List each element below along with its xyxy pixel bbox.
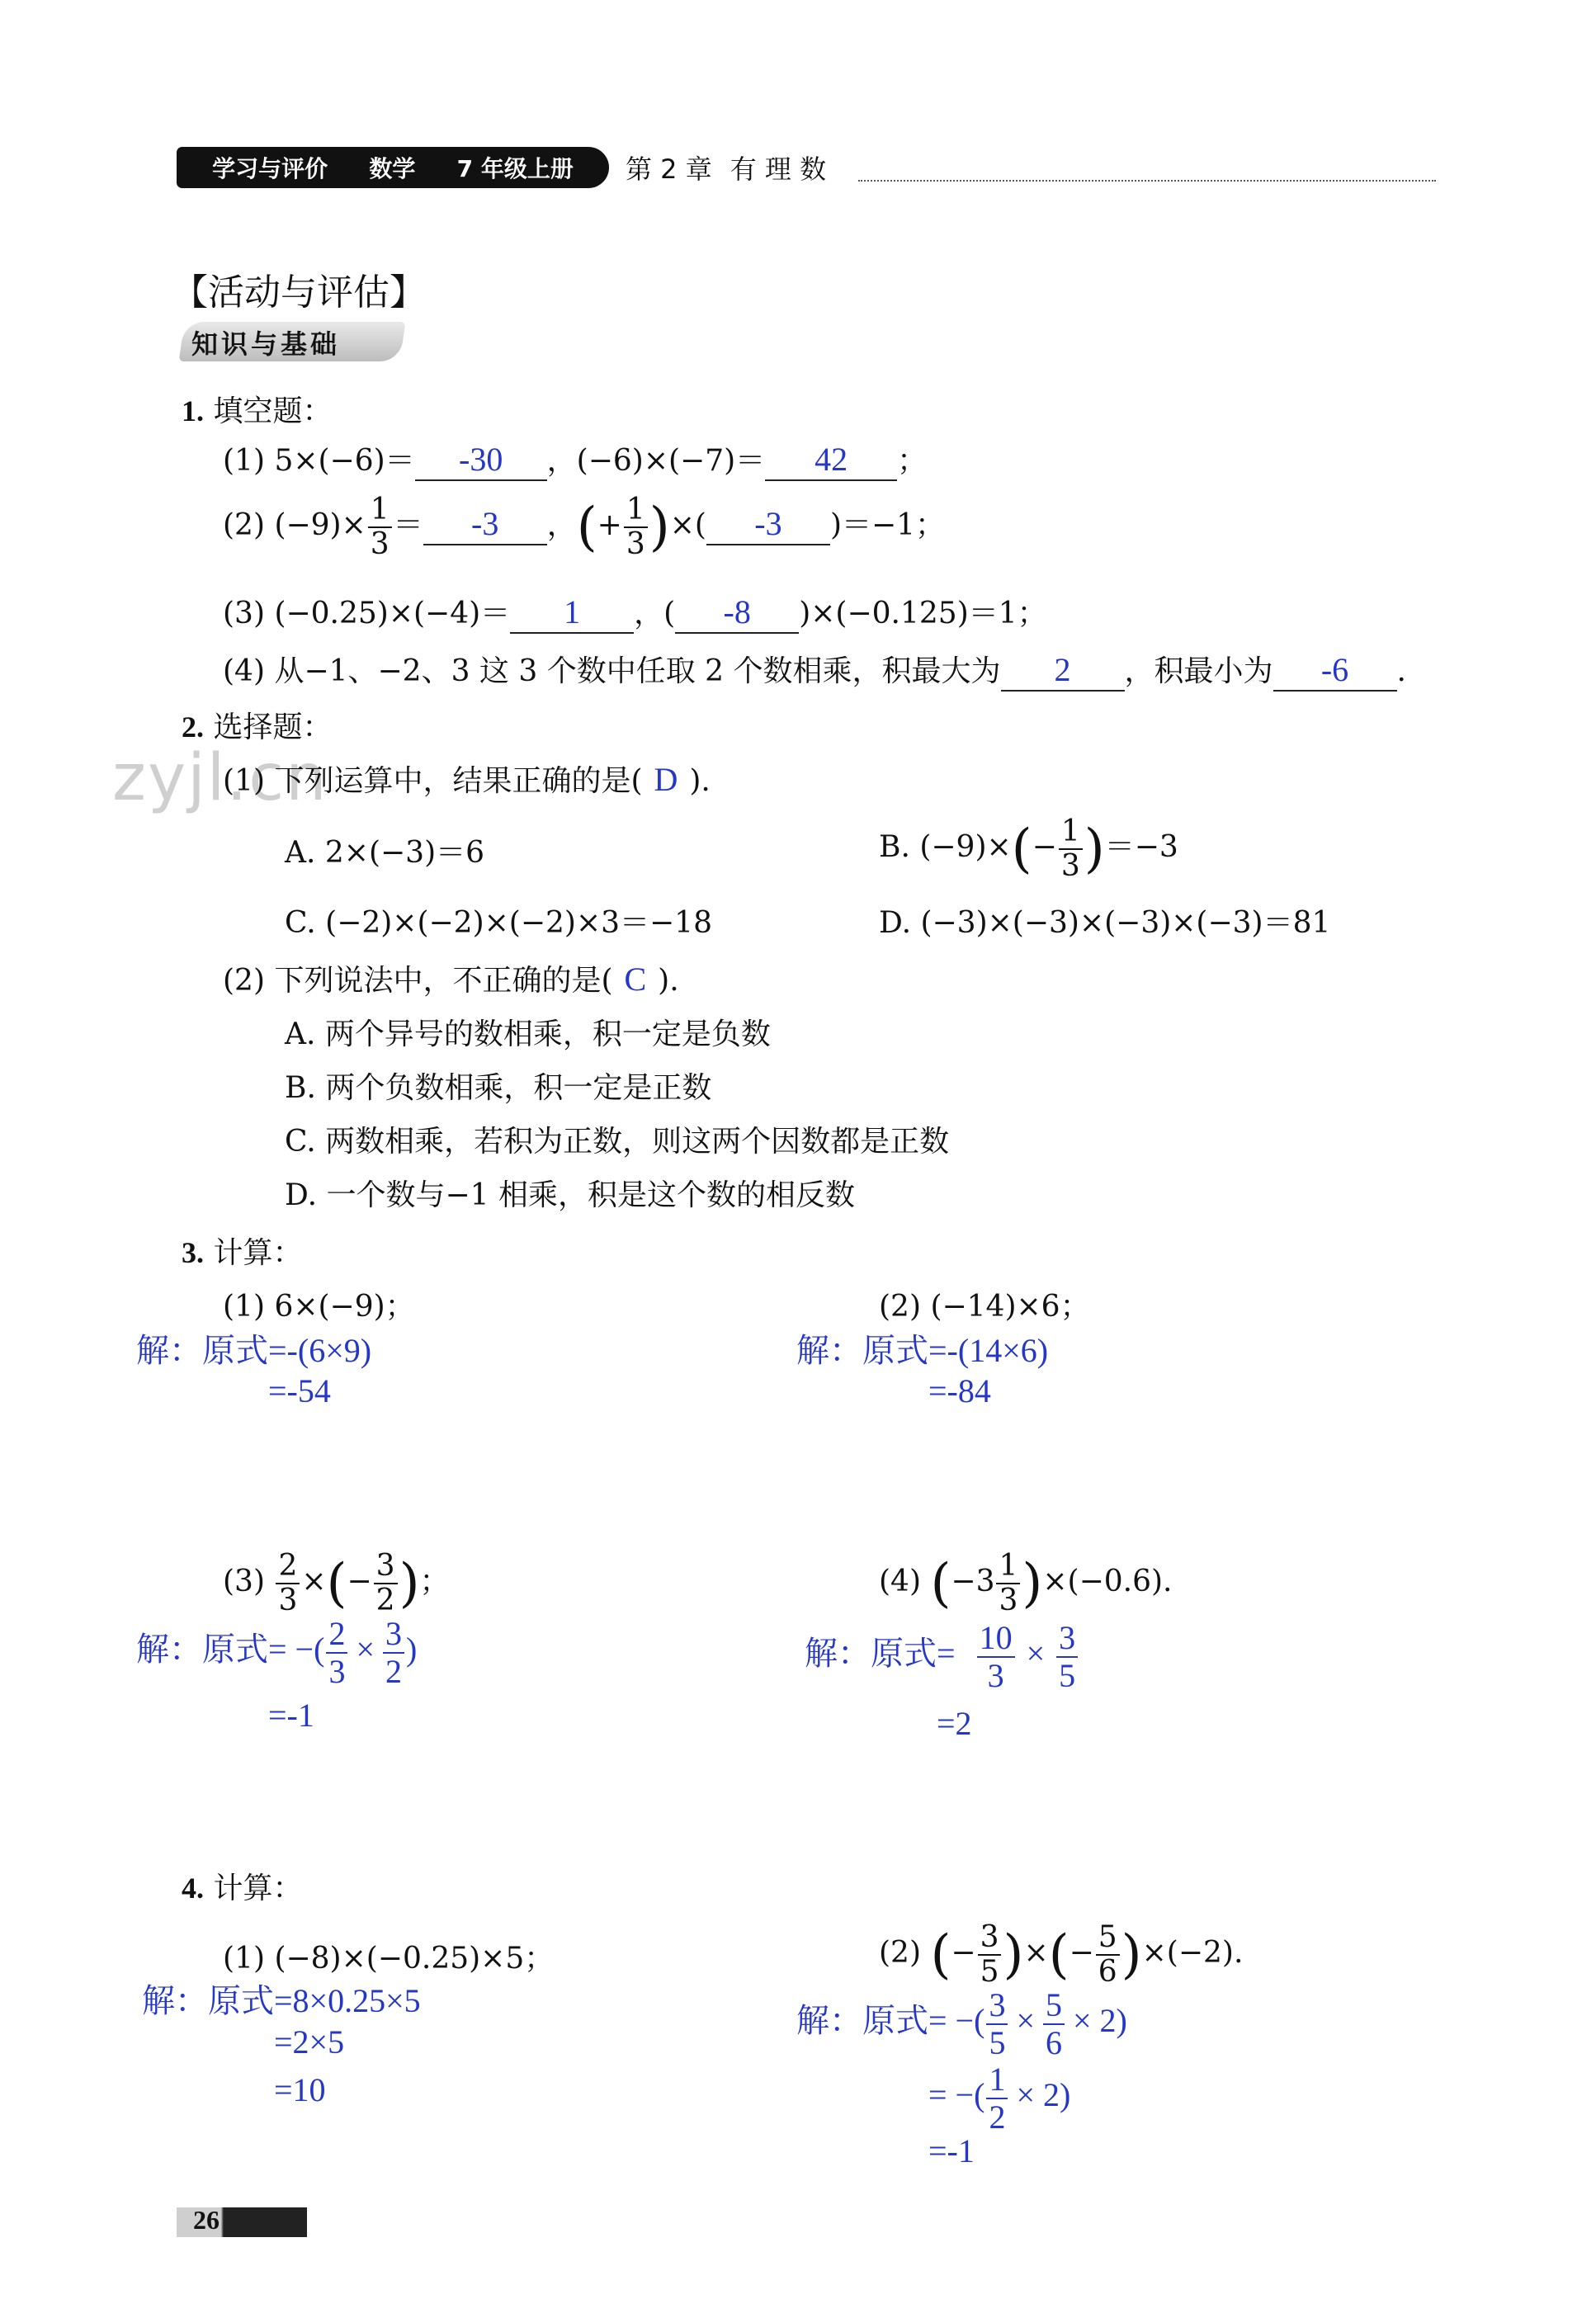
q1-p4-lead: (4) 从−1、−2、3 这 3 个数中任取 2 个数相乘，积最大为 bbox=[223, 654, 1001, 688]
q3-p3-stem: (3) $\frac{2}{3}$ ×(− $\frac{3}{2}$ )； bbox=[223, 1549, 450, 1617]
header-chapter bbox=[626, 149, 844, 186]
header-dotted-rule bbox=[858, 180, 1436, 182]
q2-p1-stem-a: (1) 下列运算中，结果正确的是( bbox=[223, 764, 643, 798]
q1-p3-lead: (3) (−0.25)×(−4)＝ bbox=[223, 597, 511, 630]
q2-p1-optb-fraction: $\frac{1}{3}$ bbox=[1059, 817, 1083, 881]
q1-part3 bbox=[223, 590, 1047, 634]
q3-p2-solution-line2: =-84 bbox=[928, 1372, 991, 1409]
q4-title: 计算： bbox=[213, 1872, 303, 1905]
q4-p2-solution-line2: = −( $\frac{1}{2}$ × 2) bbox=[928, 2061, 1071, 2136]
q3-p3-fraction1: $\frac{2}{3}$ bbox=[276, 1551, 300, 1616]
q2-p1-stem-b: ). bbox=[689, 764, 711, 798]
q1-p1-lead: (1) 5×(−6)＝ bbox=[223, 444, 415, 478]
q3-p4-fraction: $\frac{1}{3}$ bbox=[996, 1551, 1020, 1616]
q1-p2-mid1: ， bbox=[546, 508, 577, 542]
q1-p1-answer2: 42 bbox=[765, 443, 897, 481]
q3-p4-sol-fraction2: $\frac{3}{5}$ bbox=[1056, 1622, 1078, 1692]
q1-number: 1. bbox=[182, 394, 204, 427]
q3-p1-stem: (1) 6×(−9)； bbox=[223, 1290, 415, 1324]
q4-p2-stem: (2) (− $\frac{3}{5}$ )×(− $\frac{5}{6}$ )×(−2). bbox=[879, 1920, 1244, 1989]
q2-p1-optb-end: ＝−3 bbox=[1104, 830, 1178, 864]
q2-p1-answer: D bbox=[654, 761, 678, 798]
q1-p3-mid: ，( bbox=[634, 597, 676, 630]
q2-title: 选择题： bbox=[213, 710, 333, 744]
q3-p4-sol-fraction1: $\frac{10}{3}$ bbox=[977, 1622, 1015, 1692]
q1-part4 bbox=[223, 648, 1406, 692]
header-chapter-number: 第 2 章 bbox=[626, 153, 712, 185]
q1-p2-end: )＝−1； bbox=[829, 508, 946, 542]
q2-number: 2. bbox=[182, 710, 204, 744]
q3-title: 计算： bbox=[213, 1236, 303, 1270]
q2-heading bbox=[182, 704, 332, 746]
q3-p3-solution-line2: =-1 bbox=[268, 1697, 314, 1734]
q1-p3-answer1: 1 bbox=[510, 596, 634, 634]
q1-p2-fraction2: $\frac{1}{3}$ bbox=[624, 495, 648, 559]
q4-p1-solution-line2: =2×5 bbox=[274, 2023, 345, 2061]
q2-p2-answer: C bbox=[624, 961, 647, 998]
q2-p2-stem-b: ). bbox=[658, 964, 679, 998]
q1-part2: (2) (−9)× $\frac{1}{3}$ ＝ -3 ，(+ $\frac{1}{3}$ )×( -3 )＝−1； bbox=[223, 493, 946, 561]
q3-p2-stem: (2) (−14)×6； bbox=[879, 1290, 1090, 1324]
q2-p1-option-b: B. (−9)×(− $\frac{1}{3}$ )＝−3 bbox=[879, 814, 1178, 883]
q3-p4-solution-line2: =2 bbox=[937, 1705, 972, 1742]
q1-p1-answer1: -30 bbox=[415, 443, 547, 481]
q1-p2-fraction: $\frac{1}{3}$ bbox=[368, 495, 392, 559]
q2-p1-optb-lead: B. (−9)× bbox=[879, 830, 1012, 864]
q3-p2-solution-line1: 解：原式=-(14×6) bbox=[796, 1332, 1049, 1369]
q3-p1-solution-line1: 解：原式=-(6×9) bbox=[136, 1332, 372, 1369]
header-grade: 7 年级上册 bbox=[456, 155, 574, 182]
q1-p4-answer1: 2 bbox=[1001, 654, 1125, 692]
q4-p2-sol-fraction1: $\frac{3}{5}$ bbox=[986, 1989, 1008, 2060]
q1-p3-end: )×(−0.125)＝1； bbox=[799, 597, 1047, 630]
q2-part2-stem bbox=[223, 957, 679, 999]
q1-p3-answer2: -8 bbox=[675, 596, 799, 634]
q3-p3-solution-line1: 解：原式= −( $\frac{2}{3}$ × $\frac{3}{2}$ ) bbox=[136, 1615, 418, 1690]
header-series-banner bbox=[177, 147, 609, 188]
q4-p2-solution-line1: 解：原式= −( $\frac{3}{5}$ × $\frac{5}{6}$ × 2) bbox=[796, 1986, 1127, 2061]
header-subject: 数学 bbox=[369, 155, 416, 182]
q2-p2-option-b: B. 两个负数相乘，积一定是正数 bbox=[285, 1071, 712, 1105]
q4-heading bbox=[182, 1865, 302, 1907]
section-badge: 知识与基础 bbox=[191, 328, 341, 360]
q3-p3-sol-fraction1: $\frac{2}{3}$ bbox=[326, 1617, 347, 1688]
page-number: 26 bbox=[193, 2205, 220, 2235]
q1-p2-answer1: -3 bbox=[423, 507, 547, 545]
q3-p3-fraction2: $\frac{3}{2}$ bbox=[374, 1551, 398, 1616]
q2-p1-option-c: C. (−2)×(−2)×(−2)×3＝−18 bbox=[285, 906, 712, 940]
q1-title: 填空题： bbox=[213, 394, 333, 428]
q3-p4-stem: (4) (−3 $\frac{1}{3}$ )×(−0.6). bbox=[879, 1549, 1173, 1617]
q1-p1-end: ； bbox=[897, 444, 928, 478]
q2-p1-option-a: A. 2×(−3)＝6 bbox=[285, 836, 485, 870]
q1-p2-answer2: -3 bbox=[706, 507, 830, 545]
q4-p2-fraction1: $\frac{3}{5}$ bbox=[978, 1923, 1002, 1987]
watermark: zyjl.cn bbox=[112, 741, 328, 815]
q3-p3-sol-fraction2: $\frac{3}{2}$ bbox=[383, 1617, 404, 1688]
q4-p1-solution-line3: =10 bbox=[274, 2071, 326, 2108]
q1-p1-mid: ，(−6)×(−7)＝ bbox=[546, 444, 766, 478]
q1-p2-mid2: + bbox=[597, 508, 622, 542]
q1-p2-lead: (2) (−9)× bbox=[223, 508, 366, 542]
q3-heading bbox=[182, 1230, 302, 1272]
q1-p2-times: ×( bbox=[669, 508, 706, 542]
q1-p4-end: . bbox=[1396, 654, 1406, 688]
header-series: 学习与评价 bbox=[212, 155, 328, 182]
q3-p1-solution-line2: =-54 bbox=[268, 1372, 331, 1409]
q2-part1-stem bbox=[223, 758, 711, 800]
q2-p2-option-a: A. 两个异号的数相乘，积一定是负数 bbox=[285, 1017, 771, 1051]
q4-p1-solution-line1: 解：原式=8×0.25×5 bbox=[142, 1982, 421, 2019]
q3-p4-solution-line1: 解：原式= $\frac{10}{3}$ × $\frac{3}{5}$ bbox=[805, 1622, 1079, 1692]
q4-number: 4. bbox=[182, 1872, 204, 1905]
q3-number: 3. bbox=[182, 1236, 204, 1269]
q2-p1-option-d: D. (−3)×(−3)×(−3)×(−3)＝81 bbox=[879, 906, 1331, 940]
q4-p2-fraction2: $\frac{5}{6}$ bbox=[1096, 1923, 1120, 1987]
q4-p2-sol2-fraction: $\frac{1}{2}$ bbox=[986, 2063, 1008, 2134]
q2-p2-option-c: C. 两数相乘，若积为正数，则这两个因数都是正数 bbox=[285, 1125, 950, 1159]
q1-heading bbox=[182, 388, 332, 430]
header-chapter-title: 有 理 数 bbox=[730, 153, 827, 185]
q1-part1 bbox=[223, 437, 927, 481]
q1-p2-eq: ＝ bbox=[393, 508, 423, 542]
q4-p2-sol-fraction2: $\frac{5}{6}$ bbox=[1043, 1989, 1065, 2060]
q1-p4-answer2: -6 bbox=[1273, 654, 1397, 692]
q1-p4-mid: ，积最小为 bbox=[1124, 654, 1273, 688]
q4-p1-stem: (1) (−8)×(−0.25)×5； bbox=[223, 1942, 555, 1976]
q2-p2-stem-a: (2) 下列说法中，不正确的是( bbox=[223, 964, 613, 998]
q2-p2-option-d: D. 一个数与−1 相乘，积是这个数的相反数 bbox=[285, 1178, 855, 1212]
q4-p2-solution-line3: =-1 bbox=[928, 2132, 975, 2169]
section-title: 【活动与评估】 bbox=[172, 271, 426, 314]
